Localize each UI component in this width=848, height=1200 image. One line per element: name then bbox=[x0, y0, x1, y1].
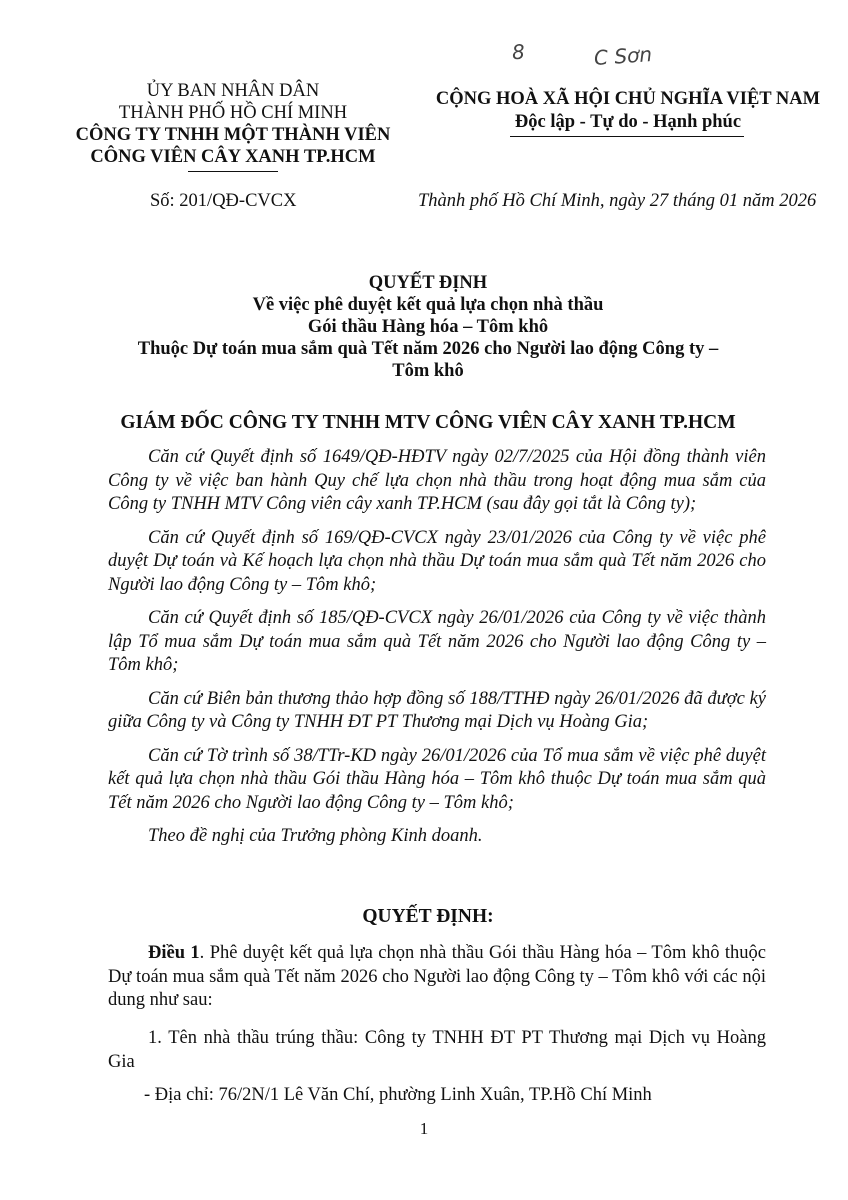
article-1-label: Điều 1 bbox=[148, 943, 200, 963]
article-1 bbox=[108, 942, 766, 1013]
issuer-line-3: CÔNG TY TNHH MỘT THÀNH VIÊN bbox=[75, 125, 391, 145]
national-block bbox=[408, 88, 848, 133]
page-number: 1 bbox=[419, 1119, 429, 1138]
document-number: Số: 201/QĐ-CVCX bbox=[150, 191, 297, 211]
issuer-block bbox=[68, 80, 398, 168]
legal-bases bbox=[108, 446, 766, 849]
basis-paragraph: Căn cứ Tờ trình số 38/TTr-KD ngày 26/01/2026 của Tổ mua sắm về việc phê duyệt kết quả lựa chọn nhà thầu Gói thầu Hàng hóa – Tôm khô thuộc Dự toán mua sắm quà Tết năm 2026 cho Người lao động Công ty – Tôm khô; bbox=[108, 745, 766, 813]
title-sub-3: Thuộc Dự toán mua sắm quà Tết năm 2026 cho Người lao động Công ty – bbox=[137, 339, 719, 359]
title-sub-4: Tôm khô bbox=[392, 361, 464, 381]
basis-paragraph: Căn cứ Quyết định số 185/QĐ-CVCX ngày 26/01/2026 của Công ty về việc thành lập Tổ mua sắm Dự toán mua sắm quà Tết năm 2026 cho Người lao động Công ty – Tôm khô; bbox=[108, 608, 766, 675]
issuer-line-1: ỦY BAN NHÂN DÂN bbox=[146, 81, 320, 101]
issuer-line-4: CÔNG VIÊN CÂY XANH TP.HCM bbox=[90, 147, 376, 167]
title-sub-2: Gói thầu Hàng hóa – Tôm khô bbox=[307, 317, 549, 337]
title-sub-1: Về việc phê duyệt kết quả lựa chọn nhà thầu bbox=[252, 295, 604, 315]
issuer-line-2: THÀNH PHỐ HỒ CHÍ MINH bbox=[118, 103, 348, 123]
handwritten-number: 8 bbox=[511, 39, 526, 65]
basis-paragraph: Căn cứ Quyết định số 169/QĐ-CVCX ngày 23/01/2026 của Công ty về việc phê duyệt Dự toán và Kế hoạch lựa chọn nhà thầu Dự toán mua sắm quà Tết năm 2026 cho Người lao động Công ty – Tôm khô; bbox=[108, 527, 766, 595]
handwritten-note: C Sơn bbox=[593, 42, 653, 70]
authority-line: GIÁM ĐỐC CÔNG TY TNHH MTV CÔNG VIÊN CÂY XANH TP.HCM bbox=[120, 412, 736, 433]
national-motto: Độc lập - Tự do - Hạnh phúc bbox=[514, 112, 742, 132]
article-1-text: . Phê duyệt kết quả lựa chọn nhà thầu Gói thầu Hàng hóa – Tôm khô thuộc Dự toán mua sắm quà Tết năm 2026 cho Người lao động Công ty – Tôm khô với các nội dung như sau: bbox=[108, 943, 767, 1010]
motto-underline bbox=[510, 136, 744, 137]
basis-paragraph: Căn cứ Quyết định số 1649/QĐ-HĐTV ngày 02/7/2025 của Hội đồng thành viên Công ty về việc ban hành Quy chế lựa chọn nhà thầu trong hoạt động mua sắm của Công ty TNHH MTV Công viên cây xanh TP.HCM (sau đây gọi tắt là Công ty); bbox=[108, 447, 766, 514]
document-title bbox=[60, 272, 796, 382]
winner-address: - Địa chỉ: 76/2N/1 Lê Văn Chí, phường Linh Xuân, TP.Hồ Chí Minh bbox=[144, 1085, 652, 1105]
decision-heading: QUYẾT ĐỊNH: bbox=[362, 906, 494, 927]
title-heading: QUYẾT ĐỊNH bbox=[368, 273, 488, 293]
basis-paragraph: Căn cứ Biên bản thương thảo hợp đồng số 188/TTHĐ ngày 26/01/2026 đã được ký giữa Công ty và Công ty TNHH ĐT PT Thương mại Dịch vụ Hoàng Gia; bbox=[108, 688, 766, 732]
basis-paragraph: Theo đề nghị của Trưởng phòng Kinh doanh. bbox=[148, 826, 483, 846]
issuer-underline bbox=[188, 171, 278, 172]
national-title: CỘNG HOÀ XÃ HỘI CHỦ NGHĨA VIỆT NAM bbox=[435, 89, 821, 109]
winner-name: 1. Tên nhà thầu trúng thầu: Công ty TNHH ĐT PT Thương mại Dịch vụ Hoàng Gia bbox=[108, 1028, 766, 1072]
place-date: Thành phố Hồ Chí Minh, ngày 27 tháng 01 năm 2026 bbox=[418, 191, 817, 211]
